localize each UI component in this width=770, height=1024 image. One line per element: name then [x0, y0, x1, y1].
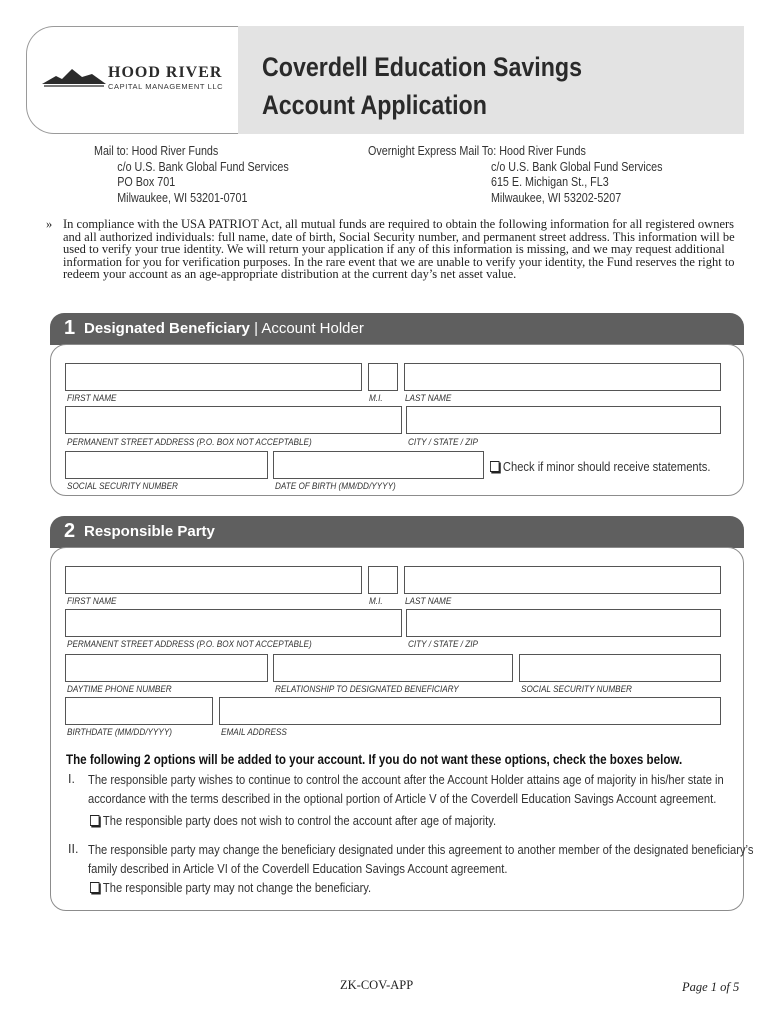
- beneficiary-ssn-field[interactable]: [65, 451, 268, 479]
- street-label: PERMANENT STREET ADDRESS (P.O. BOX NOT ACCEPTABLE): [67, 639, 312, 650]
- mail-to-address: Mail to: Hood River Funds c/o U.S. Bank Global Fund Services PO Box 701 Milwaukee, WI 53201-0701: [94, 144, 289, 205]
- option-1-text: The responsible party wishes to continue to control the account after the Account Holder attains age of majority in his/her state in accordance with the terms described in the optional portion of Article V of the Coverdell Education Savings Account agreement.: [88, 772, 724, 806]
- first-name-label: FIRST NAME: [67, 596, 117, 607]
- responsible-ssn-field[interactable]: [519, 654, 721, 682]
- beneficiary-last-name-field[interactable]: [404, 363, 721, 391]
- responsible-relationship-field[interactable]: [273, 654, 513, 682]
- street-label: PERMANENT STREET ADDRESS (P.O. BOX NOT ACCEPTABLE): [67, 437, 312, 448]
- section-1-header: [50, 313, 744, 345]
- hood-river-logo: [42, 60, 222, 100]
- responsible-city-field[interactable]: [406, 609, 721, 637]
- city-label: CITY / STATE / ZIP: [408, 437, 478, 448]
- responsible-email-field[interactable]: [219, 697, 721, 725]
- section-number: 1: [64, 317, 76, 339]
- overnight-address: Overnight Express Mail To: Hood River Funds c/o U.S. Bank Global Fund Services 615 E. Michigan St., FL3 Milwaukee, WI 53202-5207: [368, 144, 663, 205]
- beneficiary-first-name-field[interactable]: [65, 363, 362, 391]
- phone-label: DAYTIME PHONE NUMBER: [67, 684, 172, 695]
- logo-name: HOOD RIVER: [108, 64, 223, 81]
- option-2-number: II.: [68, 842, 79, 856]
- city-label: CITY / STATE / ZIP: [408, 639, 478, 650]
- last-name-label: LAST NAME: [405, 393, 452, 404]
- relationship-label: RELATIONSHIP TO DESIGNATED BENEFICIARY: [275, 684, 459, 695]
- section-2-header: [50, 516, 744, 548]
- chevron-icon: »: [46, 217, 53, 231]
- mountain-icon: [42, 66, 106, 88]
- beneficiary-street-field[interactable]: [65, 406, 402, 434]
- title-panel: [238, 26, 744, 134]
- last-name-label: LAST NAME: [405, 596, 452, 607]
- beneficiary-dob-field[interactable]: [273, 451, 484, 479]
- responsible-birthdate-field[interactable]: [65, 697, 213, 725]
- ssn-label: SOCIAL SECURITY NUMBER: [521, 684, 632, 695]
- birthdate-label: BIRTHDATE (MM/DD/YYYY): [67, 727, 173, 738]
- responsible-street-field[interactable]: [65, 609, 402, 637]
- logo-subtitle: CAPITAL MANAGEMENT LLC: [108, 82, 224, 91]
- responsible-phone-field[interactable]: [65, 654, 268, 682]
- option-2-choice[interactable]: The responsible party may not change the beneficiary.: [90, 880, 371, 895]
- option-2-text: The responsible party may change the beneficiary designated under this agreement to another member of the designated beneficiary’s family described in Article VI of the Coverdell Education Savings Account agreement.: [88, 842, 754, 876]
- option-1-choice[interactable]: The responsible party does not wish to control the account after age of majority.: [90, 813, 496, 828]
- options-heading: The following 2 options will be added to your account. If you do not want these options, check the boxes below.: [66, 752, 683, 767]
- mi-label: M.I.: [369, 393, 383, 404]
- option-1-number: I.: [68, 772, 75, 786]
- beneficiary-mi-field[interactable]: [368, 363, 398, 391]
- minor-statements-option[interactable]: Check if minor should receive statements.: [490, 459, 710, 474]
- option-1-checkbox[interactable]: [90, 815, 99, 826]
- ssn-label: SOCIAL SECURITY NUMBER: [67, 481, 178, 492]
- dob-label: DATE OF BIRTH (MM/DD/YYYY): [275, 481, 396, 492]
- first-name-label: FIRST NAME: [67, 393, 117, 404]
- page-number: Page 1 of 5: [682, 980, 740, 994]
- form-code: ZK-COV-APP: [340, 978, 414, 992]
- page-title: Coverdell Education Savings Account Application: [262, 52, 583, 120]
- patriot-act-notice: » In compliance with the USA PATRIOT Act, all mutual funds are required to obtain the following information for all registered owners and all authorized individuals: full name, date of birth, Social Security number, and permanent street address. This information will be used to verify your true identity. We will return your application if any of this information is missing, and we may request additional information for you for verification purposes. In the rare event that we are unable to verify your identity, the Fund reserves the right to redeem your account as an age-appropriate distribution at the current day’s net asset value.: [46, 217, 735, 281]
- beneficiary-city-field[interactable]: [406, 406, 721, 434]
- section-title: Responsible Party: [84, 523, 215, 540]
- minor-statements-checkbox[interactable]: [490, 461, 499, 472]
- responsible-last-name-field[interactable]: [404, 566, 721, 594]
- section-number: 2: [64, 520, 76, 542]
- section-title: Designated Beneficiary | Account Holder: [84, 320, 364, 337]
- option-2-checkbox[interactable]: [90, 882, 99, 893]
- responsible-first-name-field[interactable]: [65, 566, 362, 594]
- responsible-mi-field[interactable]: [368, 566, 398, 594]
- mi-label: M.I.: [369, 596, 383, 607]
- email-label: EMAIL ADDRESS: [221, 727, 287, 738]
